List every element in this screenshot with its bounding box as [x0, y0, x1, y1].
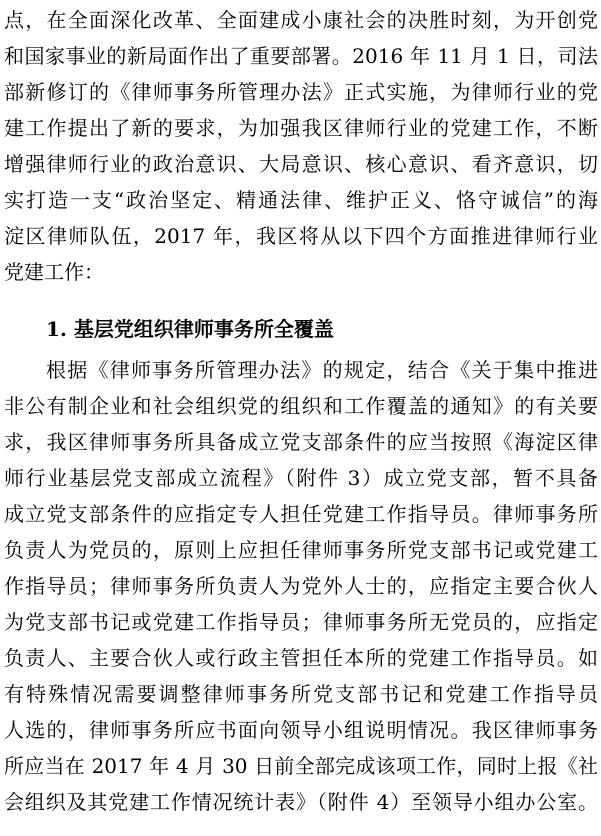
intro-line-8: 党建工作： — [4, 260, 104, 284]
body-line-6: 负责人为党员的，原则上应担任律师事务所党支部书记或党建工 — [4, 538, 598, 562]
body-line-13: 会组织及其党建工作情况统计表》（附件 4）至领导小组办公室。 — [4, 790, 598, 814]
body-line-11: 人选的，律师事务所应书面向领导小组说明情况。我区律师事务 — [4, 718, 598, 742]
intro-line-2: 和国家事业的新局面作出了重要部署。2016 年 11 月 1 日，司法 — [4, 44, 598, 68]
body-line-3: 求，我区律师事务所具备成立党支部条件的应当按照《海淀区律 — [4, 430, 598, 454]
intro-line-4: 建工作提出了新的要求，为加强我区律师行业的党建工作，不断 — [4, 116, 598, 140]
body-line-7: 作指导员；律师事务所负责人为党外人士的，应指定主要合伙人 — [4, 574, 598, 598]
intro-line-7: 淀区律师队伍，2017 年，我区将从以下四个方面推进律师行业 — [4, 224, 598, 248]
body-line-9: 负责人、主要合伙人或行政主管担任本所的党建工作指导员。如 — [4, 646, 598, 670]
intro-line-5: 增强律师行业的政治意识、大局意识、核心意识、看齐意识，切 — [4, 152, 598, 176]
body-line-4: 师行业基层党支部成立流程》（附件 3）成立党支部，暂不具备 — [4, 466, 598, 490]
section-heading: 1. 基层党组织律师事务所全覆盖 — [46, 317, 334, 341]
body-line-10: 有特殊情况需要调整律师事务所党支部书记和党建工作指导员 — [4, 682, 598, 706]
body-line-1: 根据《律师事务所管理办法》的规定，结合《关于集中推进 — [46, 358, 598, 382]
intro-line-3: 部新修订的《律师事务所管理办法》正式实施，为律师行业的党 — [4, 80, 598, 104]
body-line-8: 为党支部书记或党建工作指导员；律师事务所无党员的，应指定 — [4, 610, 598, 634]
body-line-2: 非公有制企业和社会组织党的组织和工作覆盖的通知》的有关要 — [4, 394, 598, 418]
intro-line-1: 点，在全面深化改革、全面建成小康社会的决胜时刻，为开创党 — [4, 8, 598, 32]
body-line-5: 成立党支部条件的应指定专人担任党建工作指导员。律师事务所 — [4, 502, 598, 526]
body-line-12: 所应当在 2017 年 4 月 30 日前全部完成该项工作，同时上报《社 — [4, 754, 598, 778]
intro-line-6: 实打造一支“政治坚定、精通法律、维护正义、恪守诚信”的海 — [4, 188, 598, 212]
